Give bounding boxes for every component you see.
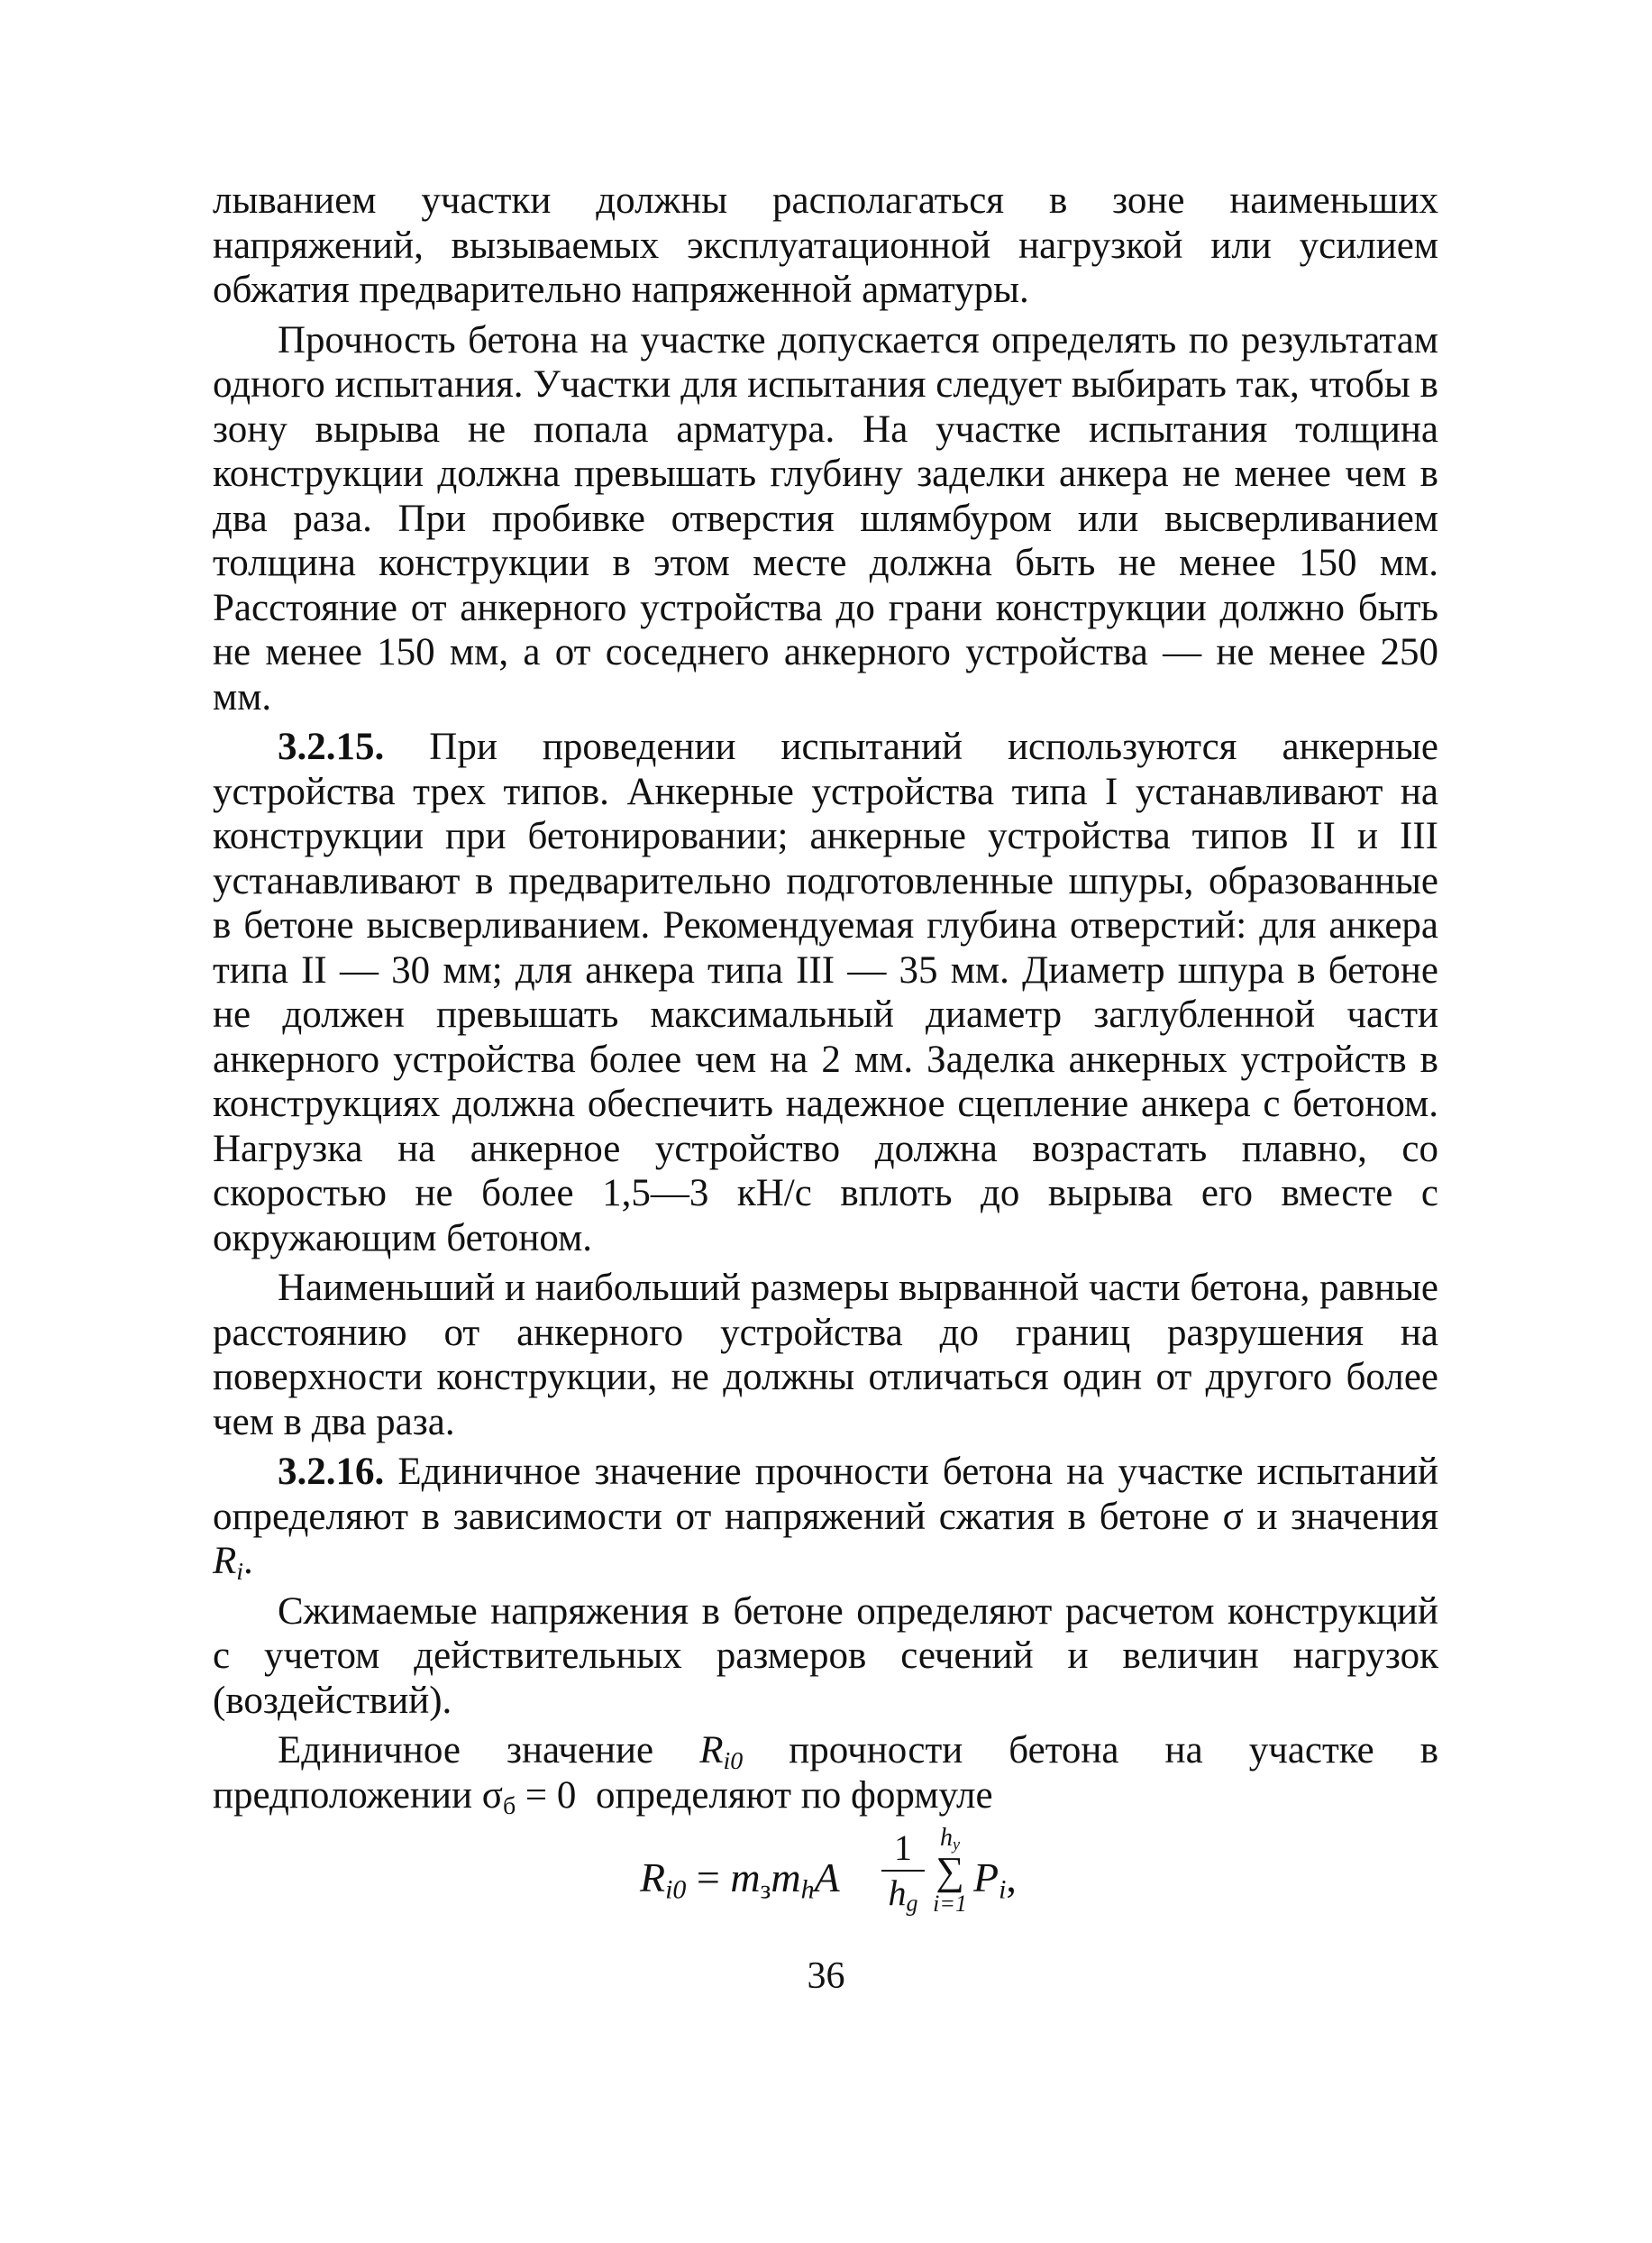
paragraph-2 — [213, 318, 1438, 720]
formula-m-sub: з — [760, 1874, 771, 1905]
formula-right — [973, 1854, 1017, 1905]
symbol-R: R — [213, 1540, 237, 1582]
formula-left — [640, 1854, 840, 1905]
sum-lower-limit: i=1 — [933, 1891, 967, 1917]
paragraph-text: Единичное значение — [278, 1729, 654, 1772]
paragraph-text: Наименьший и наибольший размеры вырванной части бетона, равные расстоянию от анкерного устройства до границ разрушения на поверхности конструкции, не должны отличаться один от другого более чем в два раза. — [213, 1267, 1438, 1443]
paragraph-6 — [213, 1589, 1438, 1724]
period: . — [243, 1540, 253, 1582]
sum-upper-sub: y — [952, 1835, 961, 1854]
paragraph-text: определяют по формуле — [595, 1773, 993, 1817]
formula-equals: = — [696, 1854, 720, 1900]
paragraph-text: Сжимаемые напряжения в бетоне определяют расчетом конструкций с учетом действительных размеров сечений и величин нагрузок (воздействий). — [213, 1589, 1438, 1722]
symbol-subscript: i0 — [723, 1746, 744, 1775]
paragraph-text: лыванием участки должны располагаться в зоне наименьших напряжений, вызываемых эксплуатационной нагрузкой или усилием обжатия предварительно напряженной арматуры. — [213, 179, 1438, 311]
formula-P-sub: i — [999, 1874, 1007, 1905]
formula-m: m — [730, 1854, 761, 1900]
page-number: 36 — [807, 1955, 845, 1997]
paragraph-7 — [213, 1728, 1439, 1820]
paragraph-text: прочности бетона на участке в предположении — [213, 1729, 1439, 1817]
paragraph-text: Прочность бетона на участке допускается определять по результатам одного испытания. Участки для испытания следует выбирать так, чтобы в зону вырыва не попала арматура. На участке испытания толщина конструкции должна превышать глубину заделки анкера не менее чем в два раза. При пробивке отверстия шлямбуром или высверливанием толщина конструкции в этом месте должна быть не менее 150 мм. Расстояние от анкерного устройства до грани конструкции должно быть не менее 150 мм, а от соседнего анкерного устройства — не менее 250 мм. — [213, 318, 1438, 719]
fraction-numerator: 1 — [894, 1827, 912, 1868]
body-text — [213, 179, 1438, 1823]
formula-R-sub: i0 — [665, 1874, 687, 1905]
sum-upper-h: h — [939, 1824, 953, 1852]
formula-R: R — [640, 1854, 666, 1900]
symbol-subscript: i — [236, 1557, 244, 1586]
formula-m: m — [771, 1854, 801, 1900]
denominator-sub: g — [906, 1890, 918, 1917]
fraction-denominator — [881, 1872, 925, 1917]
section-3-2-16 — [213, 1450, 1438, 1584]
symbol-R: R — [699, 1729, 724, 1772]
section-3-2-15 — [213, 725, 1438, 1260]
formula — [640, 1824, 1054, 1936]
formula-m-sub: h — [800, 1874, 815, 1905]
fraction-bar — [881, 1870, 925, 1872]
paragraph-text: При проведении испытаний используются анкерные устройства трех типов. Анкерные устройства типа I устанавливают на конструкции при бетонировании; анкерные устройства типов II и III устанавливают в предварительно подготовленные шпуры, образованные в бетоне высверливанием. Рекомендуемая глубина отверстий: для анкера типа II — 30 мм; для анкера типа III — 35 мм. Диаметр шпура в бетоне не должен превышать максимальный диаметр заглубленной части анкерного устройства более чем на 2 мм. Заделка анкерных устройств в конструкциях должна обеспечить надежное сцепление анкера с бетоном. Нагрузка на анкерное устройство должна возрастать плавно, со скоростью не более 1,5—3 кН/с вплоть до вырыва его вместе с окружающим бетоном. — [213, 726, 1438, 1259]
equals-zero: = 0 — [525, 1773, 577, 1817]
sum-symbol: ∑ — [936, 1849, 964, 1893]
paragraph-4 — [213, 1266, 1438, 1444]
denominator-h: h — [888, 1872, 907, 1913]
section-number: 3.2.15. — [278, 726, 385, 768]
symbol-sigma: σ — [481, 1773, 503, 1817]
symbol-subscript: б — [502, 1791, 516, 1820]
section-number: 3.2.16. — [278, 1451, 385, 1493]
sum-upper-limit — [930, 1825, 970, 1852]
formula-fraction — [881, 1827, 925, 1917]
paragraph-1 — [213, 179, 1438, 313]
formula-comma: , — [1006, 1854, 1017, 1900]
paragraph-text: Единичное значение прочности бетона на участке испытаний определяют в зависимости от напряжений сжатия в бетоне σ и значения — [213, 1451, 1439, 1538]
formula-P: P — [973, 1854, 999, 1900]
formula-sum — [930, 1825, 970, 1917]
formula-A: A — [814, 1854, 840, 1900]
